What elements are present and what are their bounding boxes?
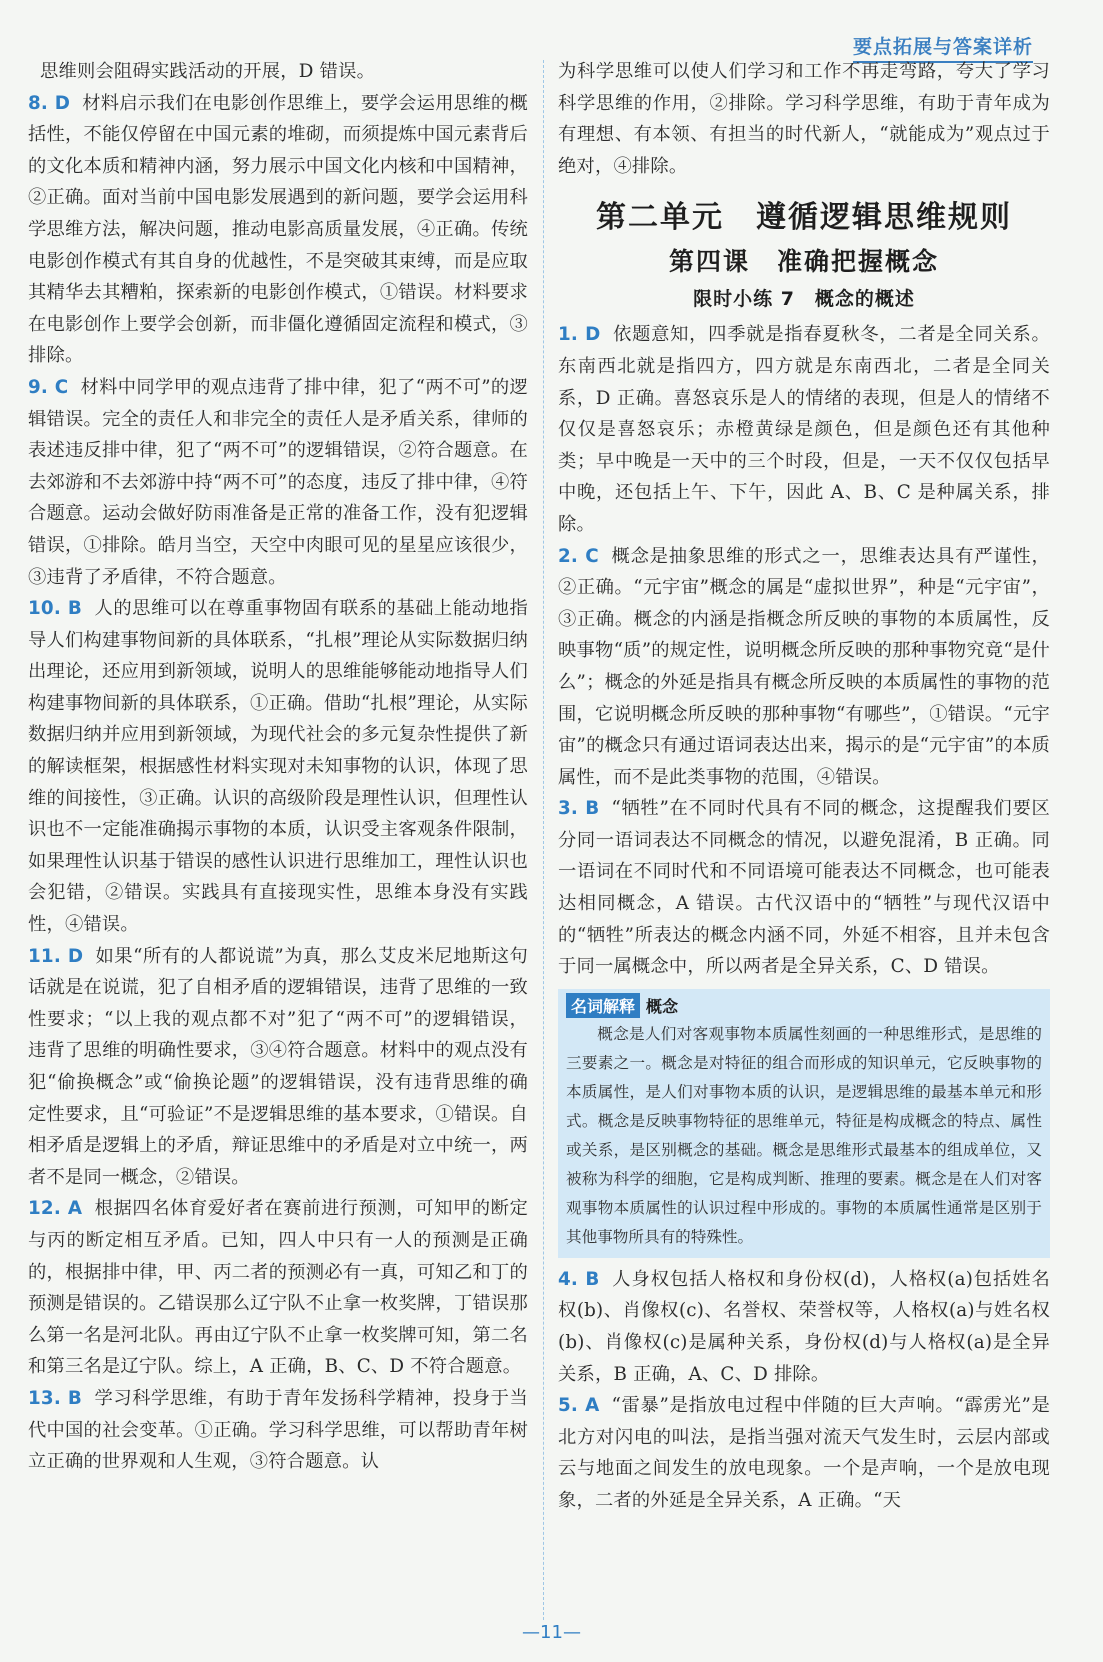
answer-item: 12. A 根据四名体育爱好者在赛前进行预测，可知甲的断定与丙的断定相互矛盾。已知，四人中只有一人的预测是正确的，根据排中律，甲、丙二者的预测必有一真，可知乙和丁的预测是错误的。乙错误那么辽宁队不止拿一枚奖牌，丁错误那么第一名是河北队。再由辽宁队不止拿一枚奖牌可知，第二名和第三名是辽宁队。综上，A 正确，B、C、D 不符合题意。: [28, 1198, 528, 1378]
answer-number: 9. C: [28, 376, 69, 398]
answer-number: 5. A: [558, 1395, 600, 1417]
answer-item: 9. C 材料中同学甲的观点违背了排中律，犯了“两不可”的逻辑错误。完全的责任人和非完全的责任人是矛盾关系，律师的表述违反排中律，犯了“两不可”的逻辑错误，②符合题意。在去郊游和不去郊游中持“两不可”的态度，违反了排中律，④符合题意。运动会做好防雨准备是正常的准备工作，没有犯逻辑错误，①排除。皓月当空，天空中肉眼可见的星星应该很少，③违背了矛盾律，不符合题意。: [28, 376, 528, 588]
answer-item: 8. D 材料启示我们在电影创作思维上，要学会运用思维的概括性，不能仅停留在中国元素的堆砌，而须提炼中国元素背后的文化本质和精神内涵，努力展示中国文化内核和中国精神，②正确。面对当前中国电影发展遇到的新问题，要学会运用科学思维方法，解决问题，推动电影高质量发展，④正确。传统电影创作模式有其自身的优越性，不是突破其束缚，而是应取其精华去其糟粕，探索新的电影创作模式，①错误。材料要求在电影创作上要学会创新，而非僵化遵循固定流程和模式，③排除。: [28, 92, 528, 367]
glossary-badge: 名词解释: [566, 993, 640, 1018]
answer-item: 5. A “雷暴”是指放电过程中伴随的巨大声响。“霹雳光”是北方对闪电的叫法，是指当强对流天气发生时，云层内部或云与地面之间发生的放电现象。一个是声响，一个是放电现象，二者的外延是全异关系，A 正确。“天: [558, 1395, 1050, 1511]
answer-number: 13. B: [28, 1387, 83, 1409]
glossary-box: [558, 989, 1050, 1258]
answer-item: 13. B 学习科学思维，有助于青年发扬科学精神，投身于当代中国的社会变革。①正确。学习科学思维，可以帮助青年树立正确的世界观和人生观，③符合题意。认: [28, 1387, 528, 1473]
answer-continuation: 为科学思维可以使人们学习和工作不再走弯路，夸大了学习科学思维的作用，②排除。学习科学思维，有助于青年成为有理想、有本领、有担当的时代新人，“就能成为”观点过于绝对，④排除。: [558, 61, 1050, 177]
column-divider: [543, 60, 544, 1620]
answer-number: 2. C: [558, 545, 599, 567]
answer-item: 11. D 如果“所有的人都说谎”为真，那么艾皮米尼地斯这句话就是在说谎，犯了自相矛盾的逻辑错误，违背了思维的一致性要求；“以上我的观点都不对”犯了“两不可”的逻辑错误，违背了思维的明确性要求，③④符合题意。材料中的观点没有犯“偷换概念”或“偷换论题”的逻辑错误，没有违背思维的确定性要求，且“可验证”不是逻辑思维的基本要求，①错误。自相矛盾是逻辑上的矛盾，辩证思维中的矛盾是对立中统一，两者不是同一概念，②错误。: [28, 945, 528, 1188]
lesson-title: 第四课 准确把握概念: [668, 247, 939, 277]
practice-title: 限时小练 7 概念的概述: [693, 288, 915, 311]
answer-number: 4. B: [558, 1268, 600, 1290]
left-column: [28, 56, 528, 1478]
answer-number: 10. B: [28, 598, 83, 620]
glossary-term: 概念: [646, 996, 679, 1016]
page-number: —11—: [522, 1622, 581, 1643]
right-column: [558, 56, 1050, 1517]
answer-item: 3. B “牺牲”在不同时代具有不同的概念，这提醒我们要区分同一语词表达不同概念的情况，以避免混淆，B 正确。同一语词在不同时代和不同语境可能表达不同概念，也可能表达相同概念，A 错误。古代汉语中的“牺牲”与现代汉语中的“牺牲”所表达的概念内涵不同，外延不相容，且并未包含于同一属概念中，所以两者是全异关系，C、D 错误。: [558, 798, 1050, 978]
answer-item: 4. B 人身权包括人格权和身份权(d)，人格权(a)包括姓名权(b)、肖像权(c)、名誉权、荣誉权等，人格权(a)与姓名权(b)、肖像权(c)是属种关系，身份权(d)与人格权(a)是全异关系，B 正确，A、C、D 排除。: [558, 1268, 1050, 1385]
answer-item: 2. C 概念是抽象思维的形式之一，思维表达具有严谨性，②正确。“元宇宙”概念的属是“虚拟世界”，种是“元宇宙”，③正确。概念的内涵是指概念所反映的事物的本质属性，反映事物“质”的规定性，说明概念所反映的那种事物究竟“是什么”；概念的外延是指具有概念所反映的本质属性的事物的范围，它说明概念所反映的那种事物“有哪些”，①错误。“元宇宙”的概念只有通过语词表达出来，揭示的是“元宇宙”的本质属性，而不是此类事物的范围，④错误。: [558, 545, 1050, 788]
unit-title: 第二单元 遵循逻辑思维规则: [596, 200, 1012, 236]
answer-number: 1. D: [558, 324, 601, 346]
glossary-body: 概念是人们对客观事物本质属性刻画的一种思维形式，是思维的三要素之一。概念是对特征的组合而形成的知识单元，它反映事物的本质属性，是人们对事物本质的认识，是逻辑思维的最基本单元和形式。概念是反映事物特征的思维单元，特征是构成概念的特点、属性或关系，是区别概念的基础。概念是思维形式最基本的组成单位，又被称为科学的细胞，它是构成判断、推理的要素。概念是在人们对客观事物本质属性的认识过程中形成的。事物的本质属性通常是区别于其他事物所具有的特殊性。: [566, 1024, 1042, 1246]
answer-number: 11. D: [28, 945, 84, 967]
section-header: 要点拓展与答案详析: [853, 32, 1033, 63]
answer-item: 1. D 依题意知，四季就是指春夏秋冬，二者是全同关系。东南西北就是指四方，四方就是东南西北，二者是全同关系，D 正确。喜怒哀乐是人的情绪的表现，但是人的情绪不仅仅是喜怒哀乐；赤橙黄绿是颜色，但是颜色还有其他种类；早中晚是一天中的三个时段，但是，一天不仅仅包括早中晚，还包括上午、下午，因此 A、B、C 是种属关系，排除。: [558, 324, 1050, 535]
answer-item: 思维则会阻碍实践活动的开展，D 错误。: [40, 61, 376, 82]
answer-number: 3. B: [558, 798, 600, 820]
answer-number: 8. D: [28, 92, 71, 114]
answer-item: 10. B 人的思维可以在尊重事物固有联系的基础上能动地指导人们构建事物间新的具体联系，“扎根”理论从实际数据归纳出理论，还应用到新领域，说明人的思维能够能动地指导人们构建事物间新的具体联系，①正确。借助“扎根”理论，从实际数据归纳并应用到新领域，为现代社会的多元复杂性提供了新的解读框架，根据感性材料实现对未知事物的认识，体现了思维的间接性，③正确。认识的高级阶段是理性认识，但理性认识也不一定能准确揭示事物的本质，认识受主客观条件限制，如果理性认识基于错误的感性认识进行思维加工，理性认识也会犯错，②错误。实践具有直接现实性，思维本身没有实践性，④错误。: [28, 598, 528, 936]
answer-number: 12. A: [28, 1198, 83, 1220]
